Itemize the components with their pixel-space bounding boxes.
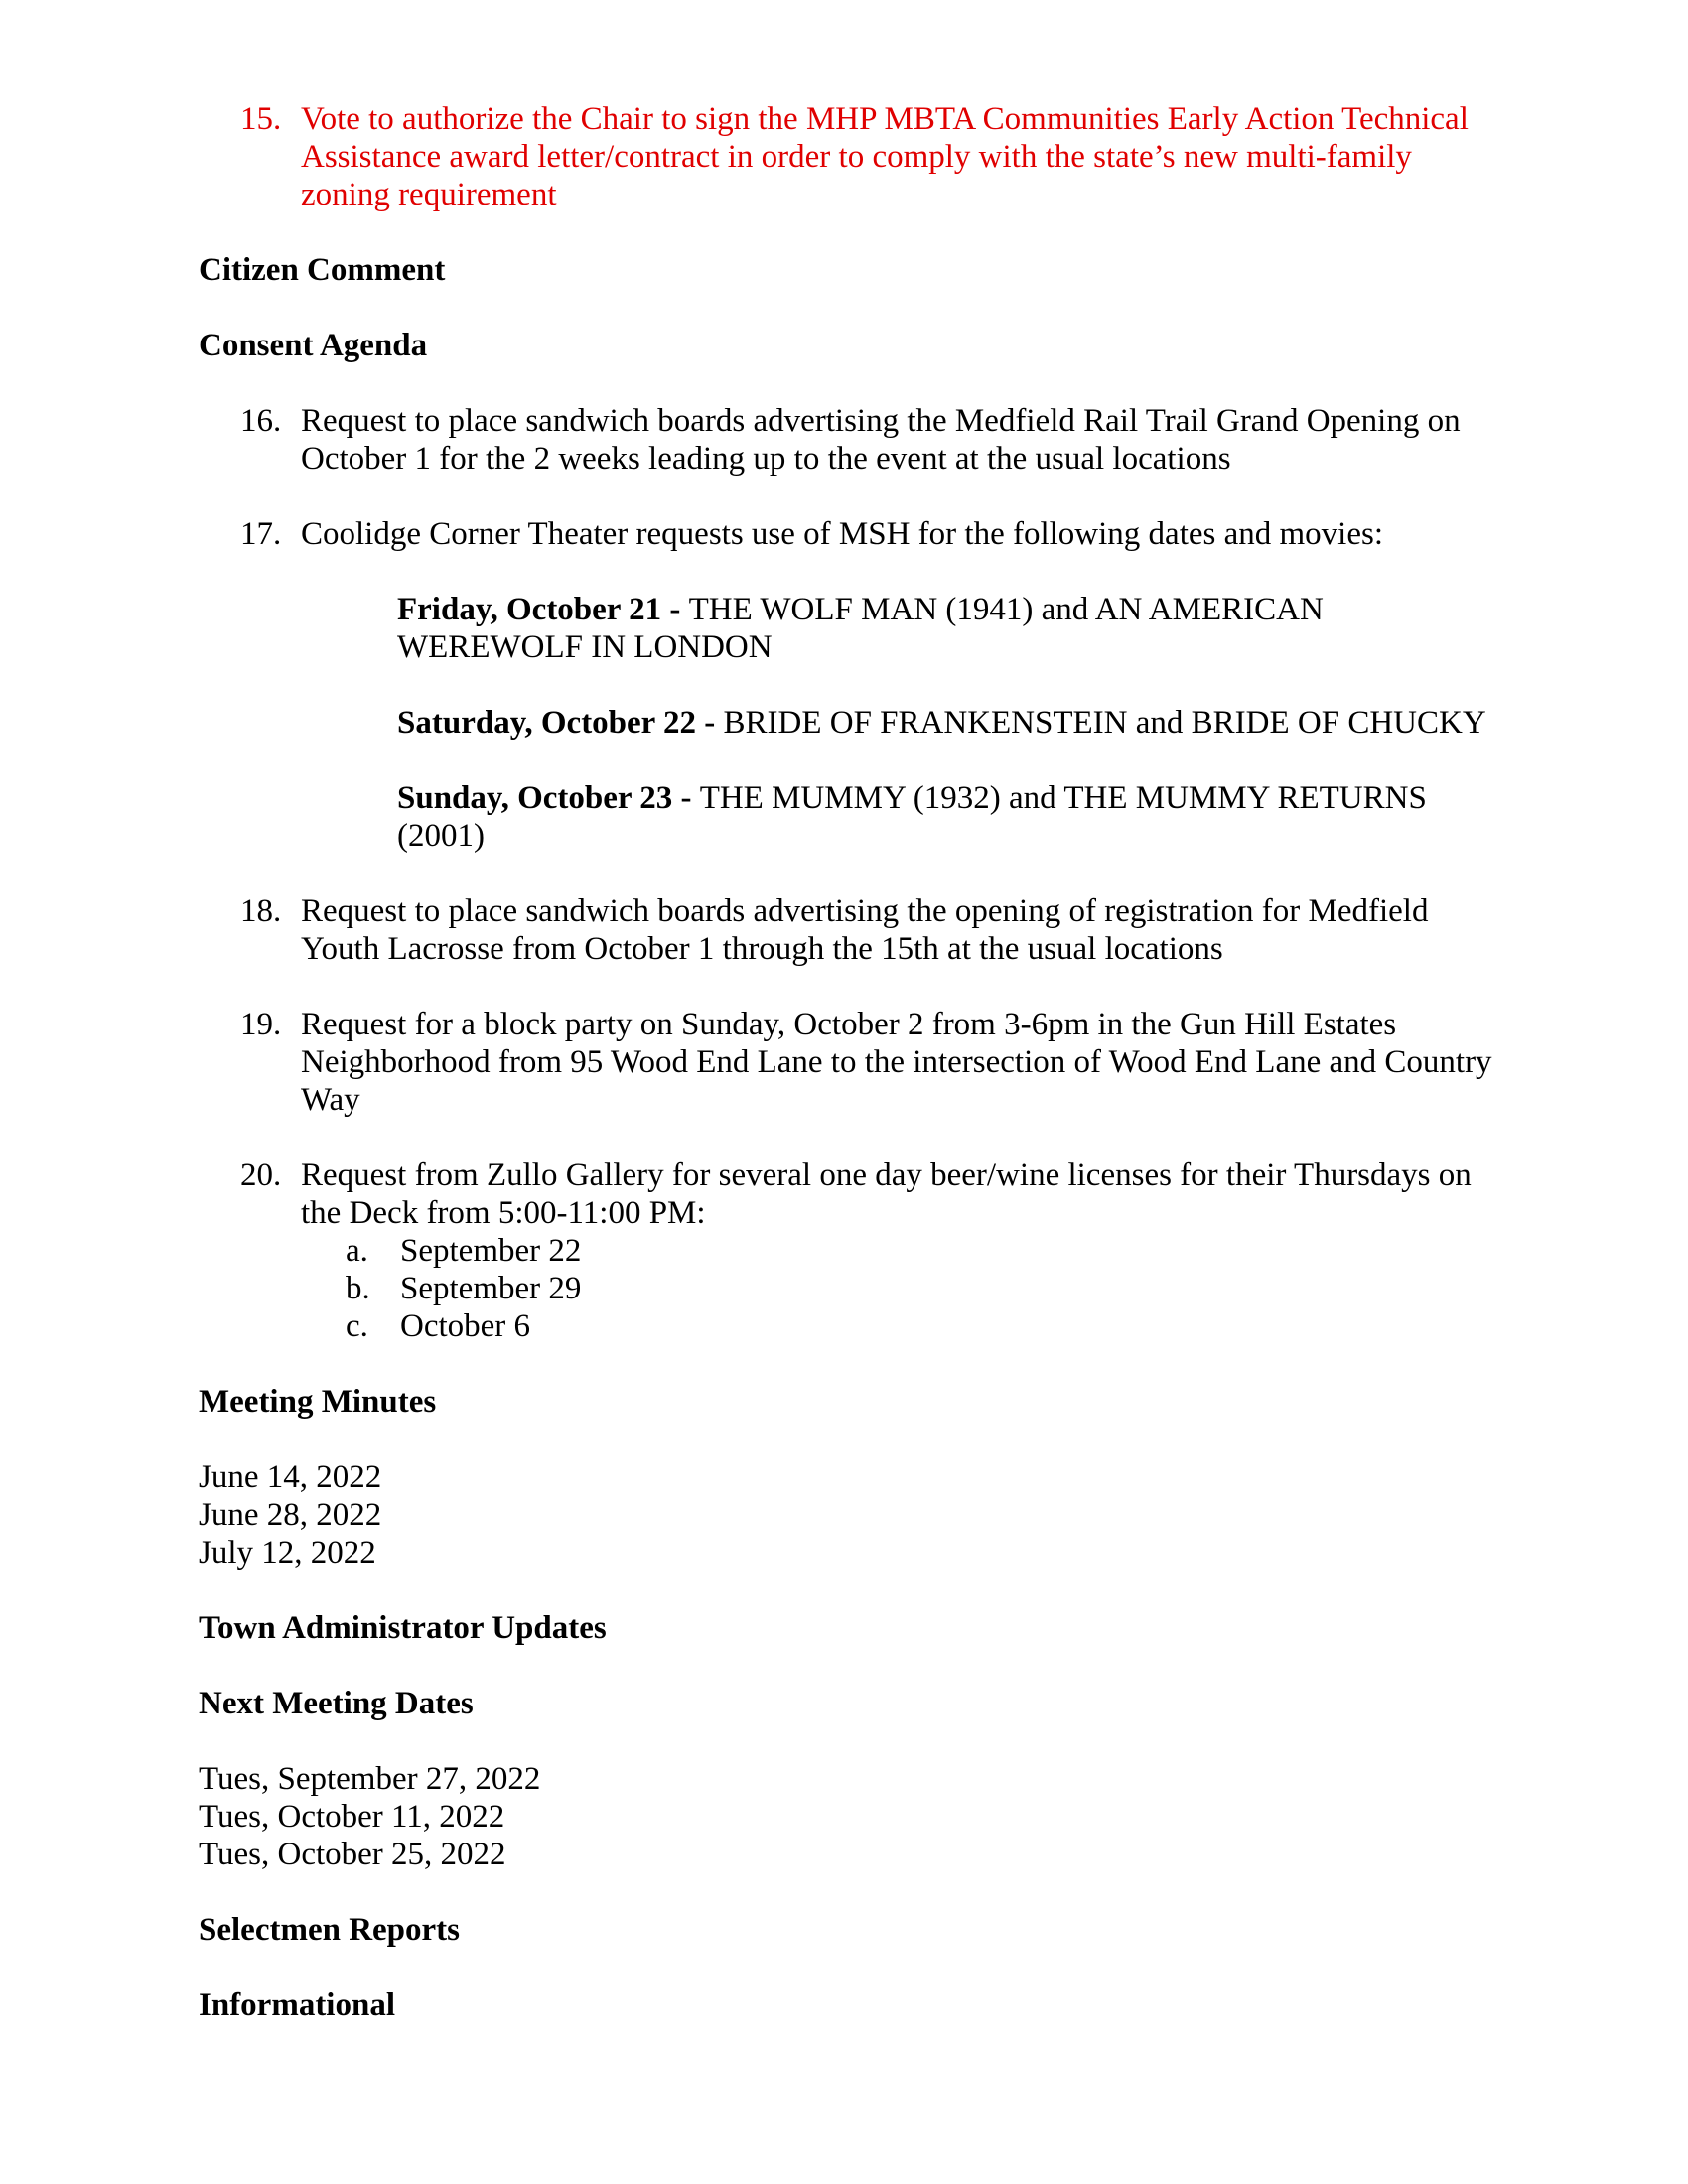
agenda-item-17 — [240, 515, 1688, 553]
agenda-item-19-number: 19. — [240, 1007, 282, 1042]
agenda-item-18 — [240, 892, 1688, 968]
agenda-item-18-number: 18. — [240, 893, 282, 929]
movie-date-sunday: Sunday, October 23 - — [397, 780, 700, 816]
license-date-c-text: October 6 — [400, 1308, 531, 1344]
agenda-item-16-number: 16. — [240, 403, 282, 439]
movie-schedule-saturday — [397, 704, 1489, 742]
minutes-date-3: July 12, 2022 — [199, 1535, 376, 1570]
agenda-item-20-number: 20. — [240, 1158, 282, 1193]
next-meeting-date-2: Tues, October 11, 2022 — [199, 1799, 505, 1835]
agenda-item-15-text: Vote to authorize the Chair to sign the MHP MBTA Communities Early Action Technical Assistance award letter/contract in order to comply with the state’s new multi-family zoning requirement — [301, 101, 1469, 212]
license-date-a-text: September 22 — [400, 1233, 582, 1269]
agenda-item-19 — [240, 1006, 1688, 1119]
license-date-a — [346, 1232, 1688, 1270]
agenda-item-19-text: Request for a block party on Sunday, October 2 from 3-6pm in the Gun Hill Estates Neighborhood from 95 Wood End Lane to the intersection of Wood End Lane and Country Way — [301, 1007, 1492, 1118]
license-date-b — [346, 1270, 1688, 1307]
agenda-item-15 — [240, 100, 1688, 213]
movie-date-friday: Friday, October 21 - — [397, 592, 689, 627]
movie-date-saturday: Saturday, October 22 - — [397, 705, 724, 741]
agenda-item-16-text: Request to place sandwich boards advertising the Medfield Rail Trail Grand Opening on October 1 for the 2 weeks leading up to the event at the usual locations — [301, 403, 1461, 477]
section-heading-citizen-comment: Citizen Comment — [199, 252, 446, 288]
section-heading-consent-agenda: Consent Agenda — [199, 328, 428, 363]
agenda-item-20-text: Request from Zullo Gallery for several one day beer/wine licenses for their Thursdays on the Deck from 5:00-11:00 PM: — [301, 1158, 1472, 1231]
agenda-item-18-text: Request to place sandwich boards advertising the opening of registration for Medfield Youth Lacrosse from October 1 through the 15th at the usual locations — [301, 893, 1429, 967]
agenda-item-17-number: 17. — [240, 516, 282, 552]
movie-titles-friday: THE WOLF MAN (1941) and AN AMERICAN WEREWOLF IN LONDON — [397, 592, 1324, 665]
minutes-date-1: June 14, 2022 — [199, 1459, 382, 1495]
license-date-a-letter: a. — [346, 1233, 368, 1269]
agenda-item-15-number: 15. — [240, 101, 282, 137]
license-date-b-letter: b. — [346, 1271, 370, 1306]
section-heading-next-meeting-dates: Next Meeting Dates — [199, 1686, 474, 1721]
minutes-date-2: June 28, 2022 — [199, 1497, 382, 1533]
section-heading-selectmen-reports: Selectmen Reports — [199, 1912, 461, 1948]
movie-titles-sunday: THE MUMMY (1932) and THE MUMMY RETURNS (2001) — [397, 780, 1427, 854]
agenda-item-20 — [240, 1157, 1688, 1232]
license-date-b-text: September 29 — [400, 1271, 582, 1306]
movie-titles-saturday: BRIDE OF FRANKENSTEIN and BRIDE OF CHUCKY — [723, 705, 1486, 741]
license-date-c-letter: c. — [346, 1308, 368, 1344]
movie-schedule-sunday — [397, 779, 1489, 855]
movie-schedule-friday — [397, 591, 1489, 666]
next-meeting-date-3: Tues, October 25, 2022 — [199, 1837, 506, 1872]
section-heading-informational: Informational — [199, 1987, 395, 2023]
section-heading-town-administrator-updates: Town Administrator Updates — [199, 1610, 607, 1646]
section-heading-meeting-minutes: Meeting Minutes — [199, 1384, 437, 1420]
license-date-c — [346, 1307, 1688, 1345]
agenda-item-16 — [240, 402, 1688, 478]
next-meeting-date-1: Tues, September 27, 2022 — [199, 1761, 541, 1797]
agenda-item-17-text: Coolidge Corner Theater requests use of MSH for the following dates and movies: — [301, 516, 1383, 552]
